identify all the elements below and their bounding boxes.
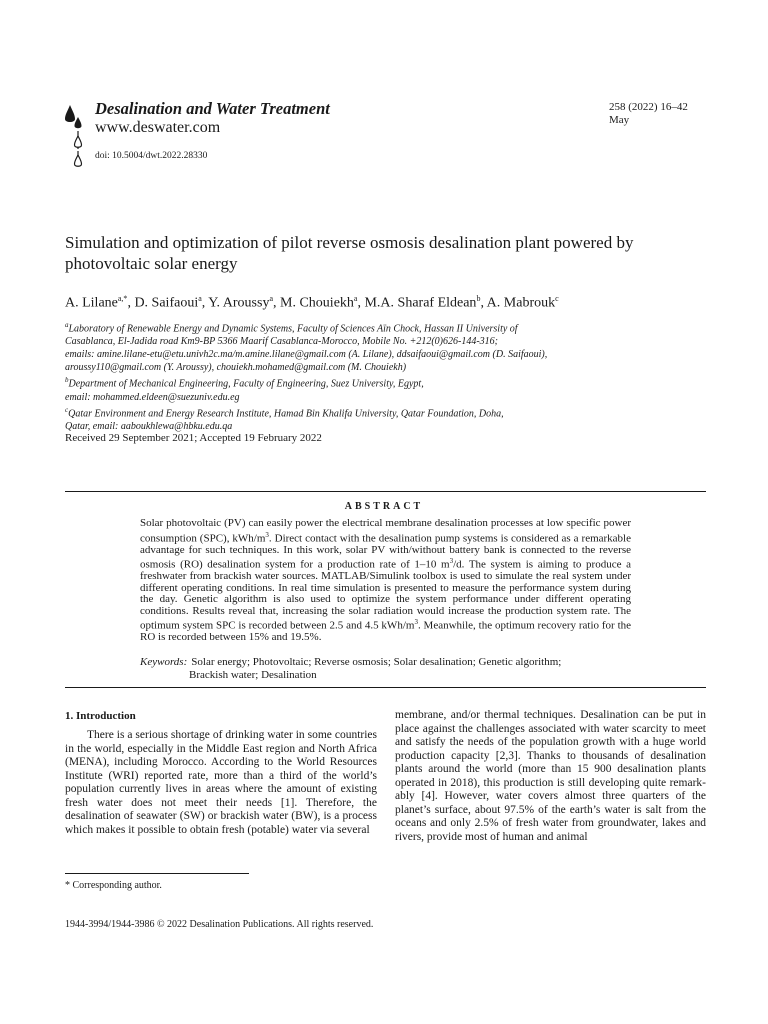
paper-title: Simulation and optimization of pilot reverse osmosis desalination plant powered by photovoltaic solar energy	[65, 233, 634, 273]
corresponding-author-footnote: * Corresponding author.	[65, 880, 162, 891]
affiliation-line: $^c$Qatar Environment and Energy Research Institute, Hamad Bin Khalifa University, Qatar Foundation, Doha,	[65, 405, 504, 419]
keywords-label: Keywords:	[140, 656, 188, 668]
volume-pages: 258 (2022) 16–42	[609, 101, 688, 113]
author-affiliation-mark: a	[198, 294, 202, 303]
affiliation-line: Casablanca, El-Jadida road Km9-BP 5366 Maarif Casablanca-Morocco, Mobile No. +212(0)626-144-316;	[65, 336, 498, 348]
abstract-text: Solar photovoltaic (PV) can easily power the electrical membrane desalination processes at low specific power consumption (SPC), kWh/$m^3$. Direct contact with the desalination pump systems is considered as a remarkable advantage for such techniques. In this work, solar PV with/without battery bank is connected to the reverse osmosis (RO) desalination system for a production rate of 1–10 $m^3/d$. The system is aiming to produce a freshwater from brackish water sources. MATLAB/Simulink toolbox is used to simulate the real system under different operating conditions. In real time simulation is presented to measure the performance system during the day. Genetic algorithm is also used to optimize the system performance under different operating conditions. Results reveal that, increasing the solar radiation would increase the production system rate. The optimum system SPC is recorded between 2.5 and 4.5 kWh/$m^3$. Meanwhile, the optimum recovery ratio for the RO is recorded between 15% and 19.5%.	[140, 517, 632, 644]
affiliation-mark: b	[65, 376, 69, 385]
doi-link[interactable]: doi: 10.5004/dwt.2022.28330	[95, 151, 208, 161]
abstract-top-rule	[65, 491, 706, 492]
author-name: D. Saifaoui	[134, 295, 199, 311]
journal-url[interactable]: www.deswater.com	[95, 119, 221, 136]
copyright-line: 1944-3994/1944-3986 © 2022 Desalination Publications. All rights reserved.	[65, 919, 374, 930]
affiliation-mark: a	[65, 321, 69, 329]
keywords	[140, 656, 631, 681]
footnote-rule	[65, 873, 249, 874]
author-name: Y. Aroussy	[208, 295, 270, 311]
abstract-heading: ABSTRACT	[344, 501, 424, 512]
author-list: A. Lilane$^{a,*}$, D. Saifaoui$^a$, Y. Aroussy$^a$, M. Chouiekh$^a$, M.A. Sharaf Eldean$^b$, A. Mabrouk$^c$	[65, 294, 559, 311]
author-name: M.A. Sharaf Eldean	[364, 295, 477, 311]
affiliations	[65, 319, 665, 433]
affiliation-line: email: mohammed.eldeen@suezuniv.edu.eg	[65, 391, 240, 403]
affiliation-line: $^a$Laboratory of Renewable Energy and Dynamic Systems, Faculty of Sciences Aïn Chock, Hassan II University of	[65, 321, 518, 335]
affiliation-line: emails: amine.lilane-etu@etu.univh2c.ma/m.amine.lilane@gmail.com (A. Lilane), ddsaifaoui@gmail.com (D. Saifaoui),	[65, 349, 548, 361]
journal-title: Desalination and Water Treatment	[95, 99, 330, 118]
received-dates: Received 29 September 2021; Accepted 19 February 2022	[65, 432, 322, 444]
issue-month: May	[609, 114, 630, 126]
author-name: A. Lilane	[65, 295, 118, 311]
author-affiliation-mark: a,*	[117, 294, 128, 303]
water-drops-logo-icon	[62, 103, 88, 169]
author-name: A. Mabrouk	[486, 295, 556, 311]
section-heading: 1. Introduction	[65, 710, 136, 722]
affiliation-line: Qatar, email: aaboukhlewa@hbku.edu.qa	[65, 420, 233, 432]
body-column-right: membrane, and/or thermal techniques. Desalination can be put in place against the challenges associated with water scarcity to meet and satisfy the needs of the population growth with a huge world production capacity [2,3]. Thanks to thousands of desalination plants around the world (more than 15 900 desalination plants operated in 2018), this production is still developing quite remarkably [4]. However, water covers almost three quarters of the planet’s surface, about 97.5% of the earth’s water is salt from the oceans and only 2.5% of fresh water from groundwater, lakes and rivers, provide most of human and animal	[395, 709, 706, 843]
affiliation-line: $^b$Department of Mechanical Engineering, Faculty of Engineering, Suez University, Egypt,	[65, 376, 424, 390]
author-affiliation-mark: a	[353, 294, 358, 303]
author-affiliation-mark: c	[555, 294, 559, 303]
affiliation-mark: c	[65, 405, 69, 414]
keywords-list: Solar energy; Photovoltaic; Reverse osmosis; Solar desalination; Genetic algorithm;	[191, 656, 562, 668]
keywords-list: Brackish water; Desalination	[189, 668, 317, 681]
abstract-bottom-rule	[65, 687, 706, 688]
author-name: M. Chouiekh	[280, 295, 354, 311]
body-column-left: There is a serious shortage of drinking water in some countries in the world, especially in the Middle East region and North Africa (MENA), including Morocco. According to the World Resources Institute (WRI) reported rate, more than a third of the world’s population currently lives in areas where the amount of existing fresh water does not meet their needs [1]. Therefore, the desalination of seawater (SW) or brackish water (BW), is a process which makes it possible to obtain fresh (potable) water via several	[65, 729, 377, 836]
author-affiliation-mark: a	[269, 294, 274, 303]
author-affiliation-mark: b	[476, 294, 481, 303]
affiliation-line: aroussy110@gmail.com (Y. Aroussy), chouiekh.mohamed@gmail.com (M. Chouiekh)	[65, 362, 407, 374]
